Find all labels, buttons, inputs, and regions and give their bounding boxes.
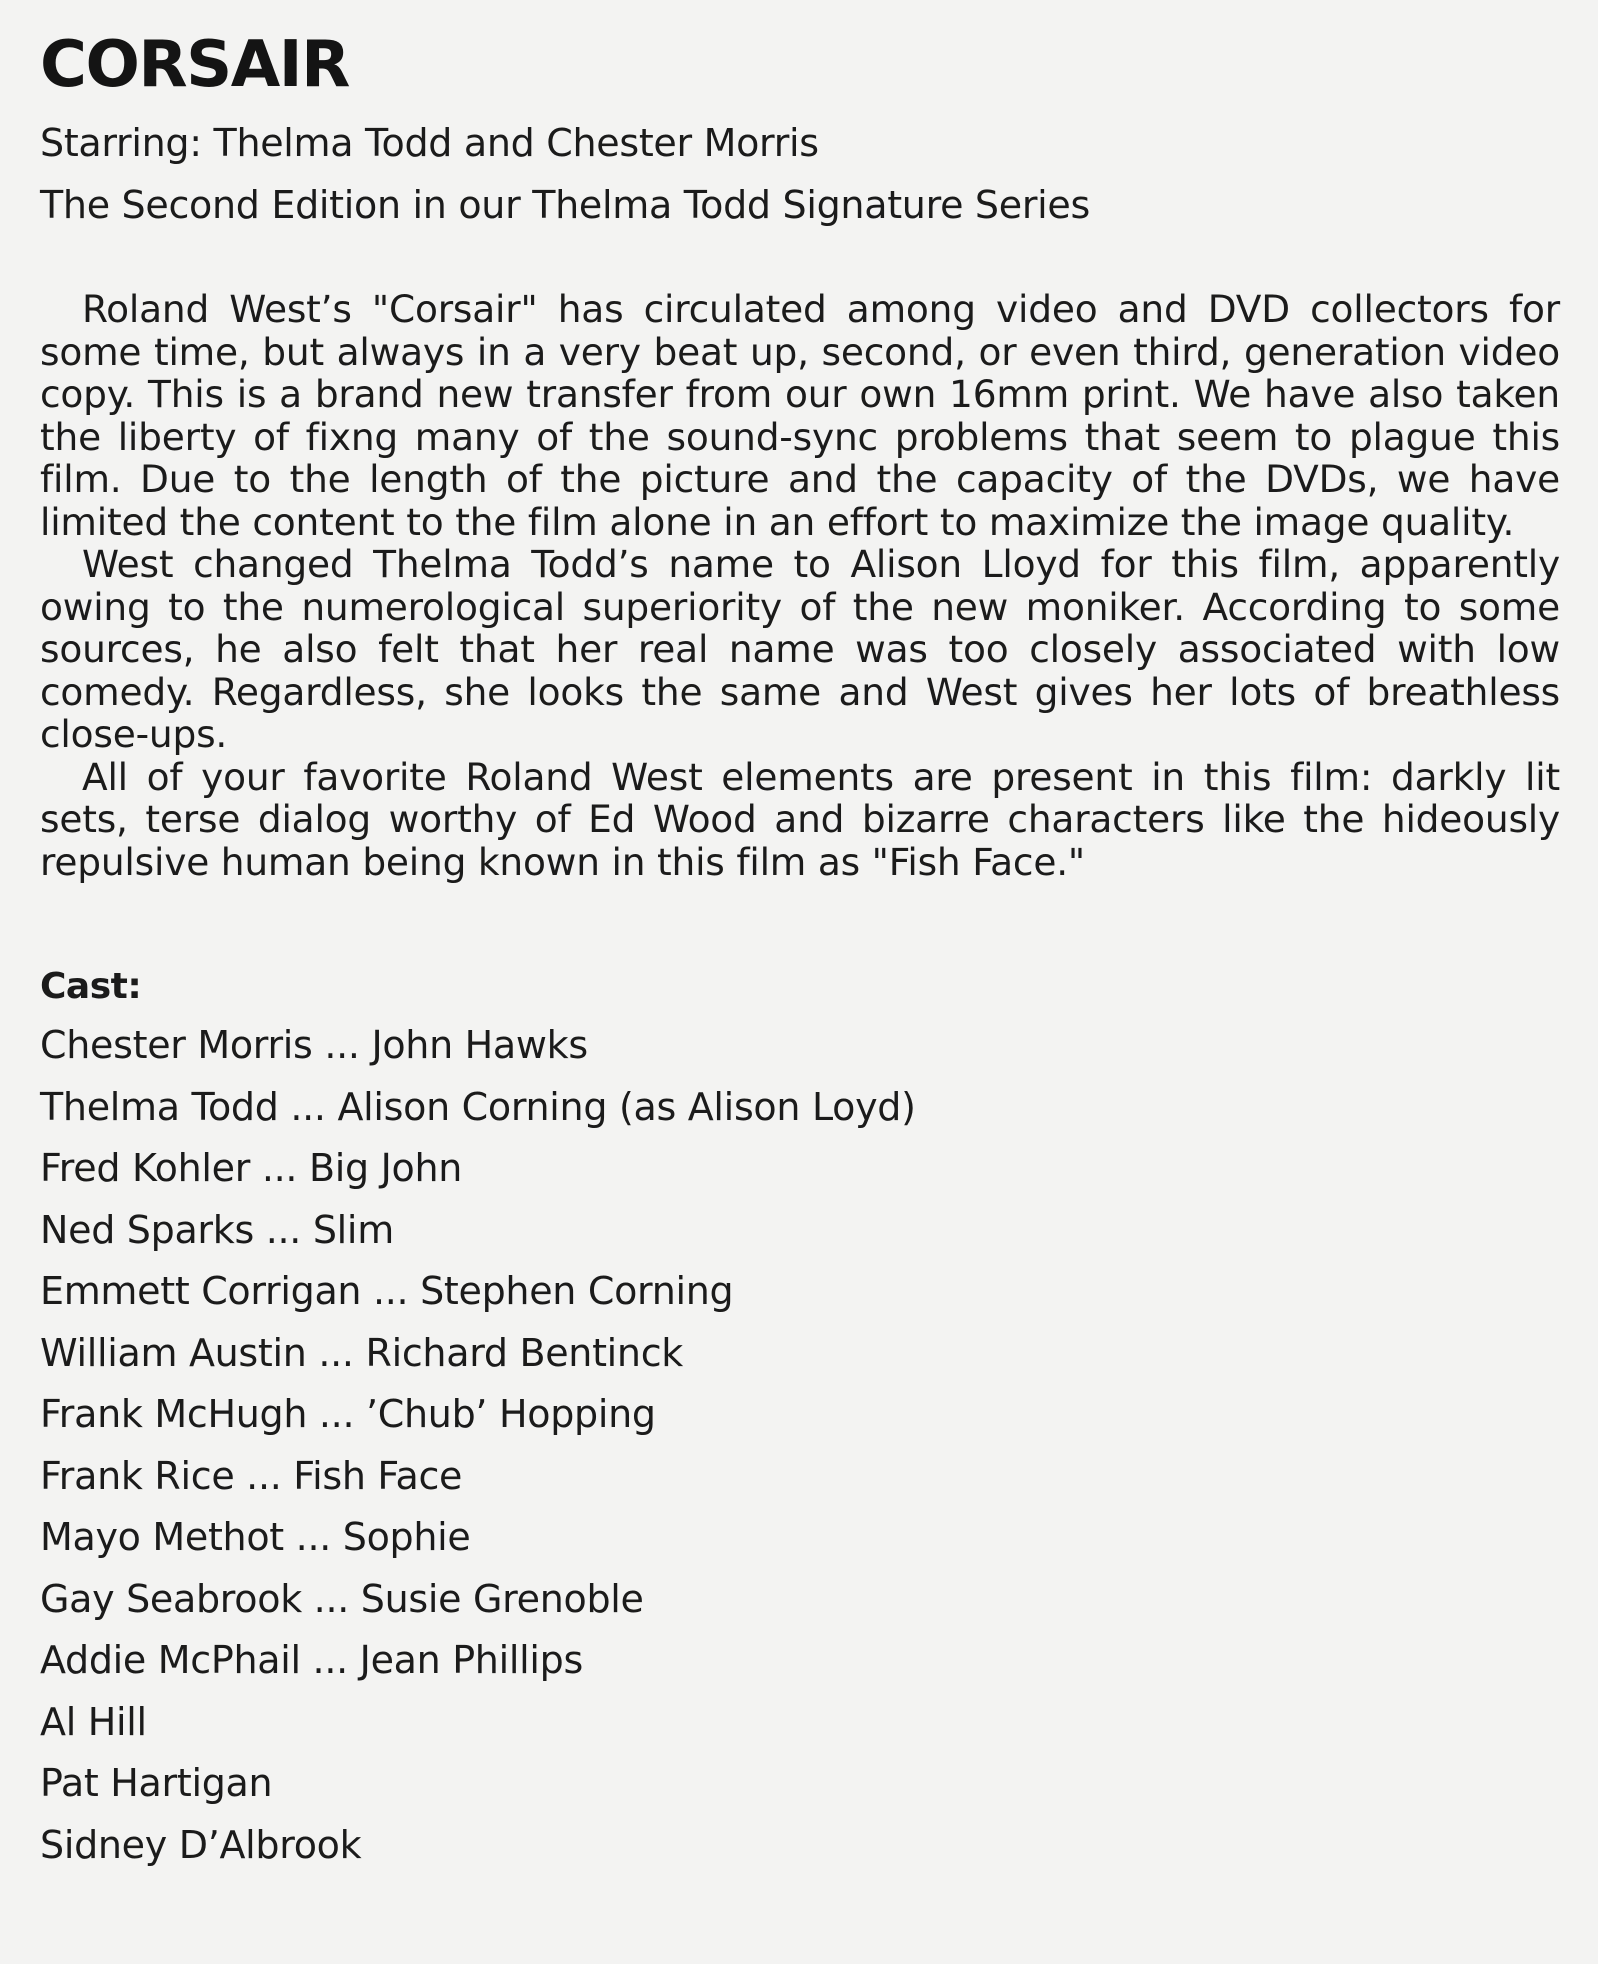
starring-line: Starring: Thelma Todd and Chester Morris: [40, 121, 819, 165]
description-body: [40, 288, 1560, 883]
cast-item: Frank McHugh ... ’Chub’ Hopping: [40, 1392, 656, 1436]
cast-item: William Austin ... Richard Bentinck: [40, 1330, 684, 1375]
series-line: The Second Edition in our Thelma Todd Signature Series: [40, 183, 1090, 227]
cast-item: Pat Hartigan: [40, 1761, 273, 1805]
cast-item: Gay Seabrook ... Susie Grenoble: [40, 1576, 644, 1621]
cast-item: Thelma Todd ... Alison Corning (as Alison Loyd): [40, 1084, 916, 1129]
cast-item: Chester Morris ... John Hawks: [40, 1023, 588, 1067]
cast-item: Mayo Methot ... Sophie: [40, 1515, 471, 1559]
cast-heading: Cast:: [40, 966, 142, 1007]
cast-item: Al Hill: [40, 1699, 147, 1744]
cast-item: Emmett Corrigan ... Stephen Corning: [40, 1269, 734, 1313]
cast-item: Ned Sparks ... Slim: [40, 1207, 394, 1252]
description-paragraph: West changed Thelma Todd’s name to Alison Lloyd for this film, apparently owing to the numerological superiority of the new moniker. According to some sources, he also felt that her real name was too closely associated with low comedy. Regardless, she looks the same and West gives her lots of breathless close-ups.: [40, 542, 1560, 756]
cast-item: Fred Kohler ... Big John: [40, 1146, 463, 1190]
page-title: CORSAIR: [40, 28, 349, 102]
cast-item: Addie McPhail ... Jean Phillips: [40, 1638, 583, 1682]
cast-item: Sidney D’Albrook: [40, 1822, 362, 1867]
cast-item: Frank Rice ... Fish Face: [40, 1453, 463, 1498]
description-paragraph: All of your favorite Roland West elements are present in this film: darkly lit sets, terse dialog worthy of Ed Wood and bizarre characters like the hideously repulsive human being known in this film as "Fish Face.": [40, 754, 1560, 884]
description-paragraph: Roland West’s "Corsair" has circulated among video and DVD collectors for some time, but always in a very beat up, second, or even third, generation video copy. This is a brand new transfer from our own 16mm print. We have also taken the liberty of fixng many of the sound-sync problems that seem to plague this film. Due to the length of the picture and the capacity of the DVDs, we have limited the content to the film alone in an effort to maximize the image quality.: [40, 287, 1560, 544]
cast-list: [40, 1015, 1560, 1876]
